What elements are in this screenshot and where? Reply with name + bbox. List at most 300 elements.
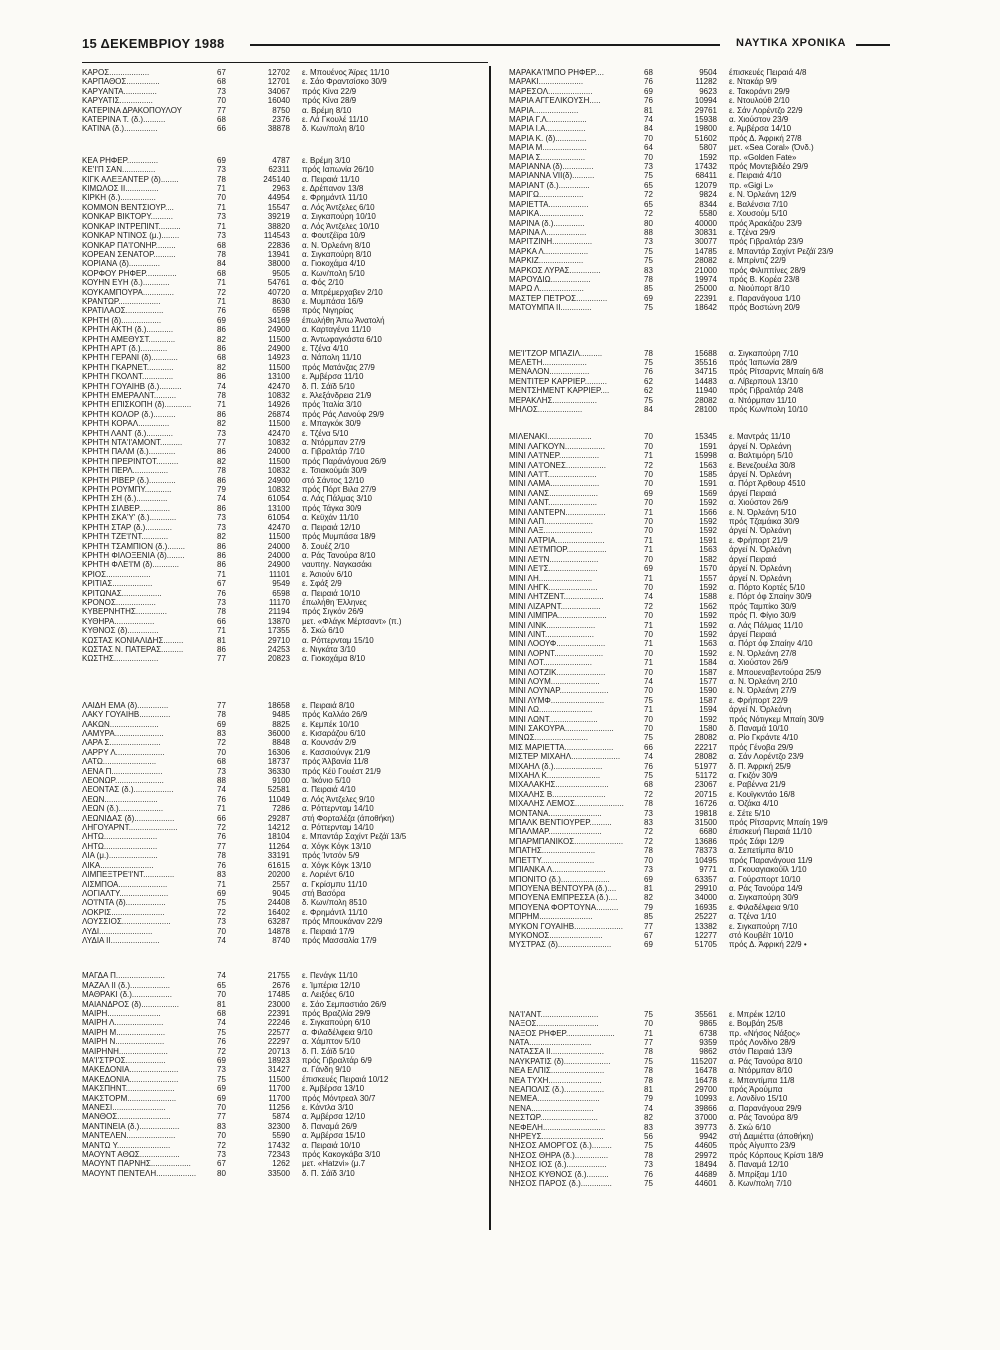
position-note: ε. Φρημάντλ 11/10 <box>302 907 368 917</box>
build-year: 71 <box>217 879 226 889</box>
tonnage: 25227 <box>694 912 717 922</box>
ship-name: ΛΕΝΑ Π....................... <box>82 766 163 776</box>
position-note: ε. Άμβέρσα 13/10 <box>302 1084 365 1094</box>
tonnage: 16935 <box>694 902 717 912</box>
build-year: 85 <box>644 912 653 922</box>
tonnage: 2376 <box>272 115 290 125</box>
build-year: 68 <box>217 353 226 363</box>
position-note: πρός Βοστώνη 20/9 <box>729 303 800 313</box>
build-year: 71 <box>217 804 226 814</box>
build-year: 83 <box>644 265 653 275</box>
build-year: 73 <box>644 162 653 172</box>
ship-row <box>82 729 482 738</box>
position-note: α. Άμβέρσα 12/10 <box>302 1112 366 1122</box>
tonnage: 22391 <box>267 1008 290 1018</box>
ship-list-block <box>82 68 482 134</box>
ship-name: ΜΑΡΟΥΔΙΩ.................. <box>509 274 591 284</box>
build-year: 68 <box>217 1008 226 1018</box>
ship-row <box>509 200 909 209</box>
position-note: στό Σάντος 12/10 <box>302 475 364 485</box>
ship-row <box>509 284 909 293</box>
ship-name: ΜΙΝΙ ΛΑΜΑ...................... <box>509 479 600 489</box>
position-note: α. Γκουαγιακούϊλ 1/10 <box>729 865 807 875</box>
ship-name: ΜΙΝΙ ΛΕ'Ι'ΜΠΟΡ.................. <box>509 545 607 555</box>
ship-name: ΜΙΝΙ ΛΑΤΡΙΑ...................... <box>509 535 605 545</box>
ship-row <box>82 1075 482 1084</box>
build-year: 70 <box>644 686 653 696</box>
ship-row <box>509 96 909 105</box>
build-year: 80 <box>217 1168 226 1178</box>
ship-name: ΜΙΝΙ ΛΙΖΑΡΝΤ.................. <box>509 601 601 611</box>
position-note: πρός Μόντρεαλ 30/7 <box>302 1093 376 1103</box>
tonnage: 39773 <box>694 1122 717 1132</box>
ship-row <box>509 432 909 441</box>
ship-row <box>509 696 909 705</box>
tonnage: 15547 <box>267 202 290 212</box>
position-note: α. Πόρτ Άρθουρ 4510 <box>729 479 806 489</box>
build-year: 86 <box>217 503 226 513</box>
tonnage: 11500 <box>268 456 290 466</box>
ship-name: ΜΙΧΑΛΑΚΗΣ........................ <box>509 780 609 790</box>
ship-row <box>82 757 482 766</box>
tonnage: 7286 <box>272 804 290 814</box>
ship-row <box>82 297 482 306</box>
ship-row <box>509 940 909 949</box>
build-year: 71 <box>644 507 653 517</box>
build-year: 67 <box>217 579 226 589</box>
tonnage: 11101 <box>268 569 290 579</box>
position-note: α. Πόρτ όφ Σπαίην 4/10 <box>729 639 813 649</box>
tonnage: 18494 <box>694 1160 717 1170</box>
build-year: 74 <box>644 752 653 762</box>
tonnage: 35516 <box>694 357 717 367</box>
tonnage: 16040 <box>267 96 290 106</box>
build-year: 88 <box>217 776 226 786</box>
build-year: 84 <box>644 124 653 134</box>
ship-name: ΛΑΚΥ ΓΟΥΑΙΗΒ.............. <box>82 710 171 720</box>
tonnage: 44689 <box>694 1169 717 1179</box>
position-note: πρός Καλλάο 26/9 <box>302 710 368 720</box>
tonnage: 31500 <box>694 818 717 828</box>
ship-name: ΜΙΝΙ ΛΙΜΠΡΑ...................... <box>509 611 607 621</box>
page-header <box>82 36 890 56</box>
ship-name: ΜΑΙΡΗ Μ...................... <box>82 1027 166 1037</box>
ship-row <box>82 804 482 813</box>
ship-name: ΜΑΡΙΤΖΙΝΗ.................. <box>509 237 593 247</box>
ship-row <box>82 382 482 391</box>
position-note: α. Φός 2/10 <box>302 278 344 288</box>
ship-row <box>82 175 482 184</box>
build-year: 82 <box>644 1113 653 1123</box>
build-year: 88 <box>644 227 653 237</box>
ship-row <box>82 551 482 560</box>
tonnage: 17355 <box>267 626 290 636</box>
ship-list-block <box>509 1010 909 1189</box>
tonnage: 9485 <box>272 710 290 720</box>
build-year: 75 <box>644 1179 653 1189</box>
ship-row <box>509 762 909 771</box>
tonnage: 10832 <box>267 485 290 495</box>
position-note: ε. Βαλένσια 7/10 <box>729 199 788 209</box>
ship-row <box>82 579 482 588</box>
ship-name: ΚΡΗΤΗ ΡΙΒΕΡ (δ.)............ <box>82 475 176 485</box>
position-note: ε. Κουϊγκντάο 16/8 <box>729 789 795 799</box>
ship-row <box>509 903 909 912</box>
build-year: 85 <box>644 284 653 294</box>
ship-name: ΚΡΑΤΙΛΑΟΣ................. <box>82 306 164 316</box>
tonnage: 115207 <box>690 1056 717 1066</box>
ship-row <box>82 1000 482 1009</box>
build-year: 79 <box>644 902 653 912</box>
position-note: ε. Βενεζουέλα 30/8 <box>729 460 796 470</box>
build-year: 74 <box>217 785 226 795</box>
ship-row <box>509 1160 909 1169</box>
tonnage: 44605 <box>694 1141 717 1151</box>
ship-row <box>509 367 909 376</box>
ship-row <box>509 106 909 115</box>
ship-row <box>82 68 482 77</box>
ship-name: ΜΗΛΟΣ.................... <box>509 405 583 414</box>
tonnage: 10994 <box>694 96 717 106</box>
ship-row <box>509 780 909 789</box>
ship-name: ΛΙΣΜΠΟΑ...................... <box>82 879 168 889</box>
tonnage: 5807 <box>699 143 717 153</box>
tonnage: 51602 <box>694 133 717 143</box>
ship-row <box>82 870 482 879</box>
position-note: α. Πειραιά 10/10 <box>302 588 361 598</box>
ship-row <box>82 570 482 579</box>
position-note: πρός Γιβραλτάρ 23/9 <box>729 237 804 247</box>
tonnage: 245140 <box>263 174 290 184</box>
ship-name: ΛΥΔΙ........................ <box>82 926 153 936</box>
ship-name: ΜΙΝΙ ΛΑΠ...................... <box>509 517 594 527</box>
build-year: 78 <box>644 846 653 856</box>
ship-row <box>509 237 909 246</box>
ship-row <box>509 639 909 648</box>
ship-name: ΜΙΝΙ ΛΕ'Ι'Σ...................... <box>509 564 598 574</box>
header-rule-right <box>856 44 890 46</box>
build-year: 83 <box>217 729 226 738</box>
position-note: ε. Σάο Σεμπαστιάο 26/9 <box>302 999 387 1009</box>
ship-row <box>509 1019 909 1028</box>
build-year: 71 <box>217 296 226 306</box>
build-year: 78 <box>217 466 226 476</box>
tonnage: 9942 <box>699 1132 717 1142</box>
ship-name: ΜΑ'Ι'ΣΤΡΟΣ.................. <box>82 1056 166 1065</box>
build-year: 73 <box>217 766 226 776</box>
ship-name: ΜΑΡΙΑ Μ.................... <box>509 143 587 153</box>
tonnage: 28082 <box>694 256 717 266</box>
build-year: 70 <box>644 441 653 451</box>
build-year: 78 <box>644 1150 653 1160</box>
tonnage: 1592 <box>699 648 717 658</box>
ship-row <box>509 658 909 667</box>
build-year: 68 <box>217 757 226 767</box>
ship-name: ΛΑΡΑ Σ....................... <box>82 738 161 748</box>
tonnage: 15938 <box>694 115 717 125</box>
build-year: 76 <box>644 367 653 377</box>
ship-row <box>82 1150 482 1159</box>
position-note: ε. Ν. Όρλεάνη 27/8 <box>729 648 797 658</box>
tonnage: 22836 <box>267 240 290 250</box>
position-note: ε. Κισαράζου 6/10 <box>302 729 366 738</box>
tonnage: 10495 <box>694 855 717 865</box>
position-note: α. Ράς Τανούρα 8/10 <box>302 550 376 560</box>
tonnage: 114543 <box>263 231 290 241</box>
ship-row <box>509 275 909 284</box>
ship-name: ΜΑΡΙΑ Κ. (δ).............. <box>509 133 587 143</box>
ship-name: ΜΠΑΛΜΑΡ........................ <box>509 827 602 837</box>
build-year: 70 <box>644 1019 653 1029</box>
ship-name: ΚΡΗΤΗ ΡΟΥΜΠΥ............ <box>82 485 172 495</box>
position-note: ε. Τσιακούμάι 30/9 <box>302 466 367 476</box>
position-note: α. Ρόττερνταμ 14/10 <box>302 804 374 814</box>
ship-name: ΜΑΡΚΟΣ ΛΥΡΑΣ.............. <box>509 265 601 275</box>
position-note: α. Ν. Όρλεάνη 8/10 <box>302 240 371 250</box>
build-year: 74 <box>644 676 653 686</box>
ship-row <box>82 990 482 999</box>
tonnage: 36000 <box>267 729 290 738</box>
build-year: 73 <box>217 513 226 523</box>
build-year: 74 <box>644 1103 653 1113</box>
tonnage: 1592 <box>699 582 717 592</box>
ship-row <box>82 898 482 907</box>
tonnage: 33191 <box>267 851 290 861</box>
ship-name: ΜΑΡΕΣΟΛ.................... <box>509 86 593 96</box>
position-note: πρός Άρακάζου 23/9 <box>729 218 802 228</box>
ship-name: ΚΟΝΚΑΡ ΠΑ'Ι'ΟΝΗΡ......... <box>82 240 176 250</box>
ship-row <box>82 106 482 115</box>
ship-row <box>509 124 909 133</box>
build-year: 75 <box>217 1027 226 1037</box>
position-note: α. Τζένα 1/10 <box>729 912 777 922</box>
ship-row <box>509 649 909 658</box>
position-note: ε. Πειραιά 17/9 <box>302 926 355 936</box>
tonnage: 68411 <box>695 171 717 181</box>
tonnage: 25000 <box>694 284 717 294</box>
ship-row <box>82 335 482 344</box>
tonnage: 18923 <box>267 1056 290 1065</box>
ship-name: ΚΡΗΤΗ ΓΚΟΛΝΤ.............. <box>82 372 174 382</box>
ship-name: ΜΥΚΟΝΟΣ........................ <box>509 930 603 940</box>
tonnage: 1563 <box>699 545 717 555</box>
build-year: 70 <box>644 498 653 508</box>
position-note: α. Ράς Τανούρα 8/10 <box>729 1056 803 1066</box>
tonnage: 11940 <box>695 386 717 396</box>
ship-name: ΜΠΙΑΝΚΑ Λ........................ <box>509 865 606 875</box>
tonnage: 1592 <box>699 629 717 639</box>
tonnage: 13870 <box>267 616 290 626</box>
build-year: 69 <box>217 1056 226 1065</box>
ship-row <box>509 1010 909 1019</box>
ship-name: ΜΑΣΤΕΡ ΠΕΤΡΟΣ.............. <box>509 293 608 303</box>
ship-row <box>509 479 909 488</box>
tonnage: 21000 <box>694 265 717 275</box>
build-year: 77 <box>644 921 653 931</box>
block-spacer <box>82 664 482 701</box>
ship-name: ΜΑΡΙΚΑ.................... <box>509 209 584 219</box>
build-year: 81 <box>217 999 226 1009</box>
tonnage: 10832 <box>267 438 290 448</box>
ship-row <box>509 743 909 752</box>
build-year: 71 <box>644 451 653 461</box>
ship-name: ΛΟ'Ι'ΝΤΑ (δ).................. <box>82 898 166 908</box>
ship-name: ΜΕΝΤΙΤΕΡ ΚΑΡΡΙΕΡ.......... <box>509 376 607 386</box>
tonnage: 20823 <box>267 654 290 664</box>
build-year: 75 <box>644 171 653 181</box>
tonnage: 61054 <box>267 494 290 504</box>
build-year: 75 <box>644 1009 653 1019</box>
ship-name: ΜΙΝΙ ΛΗ........................ <box>509 573 593 583</box>
build-year: 71 <box>217 202 226 212</box>
build-year: 67 <box>644 930 653 940</box>
ship-row <box>82 981 482 990</box>
ship-row <box>509 1057 909 1066</box>
tonnage: 19800 <box>694 124 717 134</box>
ship-row <box>509 752 909 761</box>
ship-name: ΜΕΛΕΤΗ.................... <box>509 357 587 367</box>
tonnage: 24000 <box>267 541 290 551</box>
build-year: 72 <box>217 1046 226 1056</box>
tonnage: 39866 <box>694 1103 717 1113</box>
ship-name: ΜΑΙΡΗ........................ <box>82 1008 161 1018</box>
ship-name: ΚΡΗΤΗ ΤΖΕ'Ι'ΝΤ............ <box>82 532 169 542</box>
ship-name: ΜΙΝΙ ΛΟΟΥΦ...................... <box>509 639 606 649</box>
ship-name: ΛΗΤΩ........................ <box>82 841 158 851</box>
position-note: πρός Λονδίνο 28/9 <box>729 1037 796 1047</box>
position-note: ε. Σάν Λορέντζο 22/9 <box>729 105 803 115</box>
position-note: ε. Χουσούμ 5/10 <box>729 209 788 219</box>
ship-name: ΜΥΚΟΝ ΓΟΥΑΙΗΒ...................... <box>509 921 623 931</box>
ship-name: ΝΗΣΟΣ ΚΥΘΝΟΣ (δ.).......... <box>509 1169 609 1179</box>
tonnage: 34169 <box>267 315 290 325</box>
position-note: πρός Πόρτ Βιλα 27/9 <box>302 485 377 495</box>
position-note: ε. Πειραιά 8/10 <box>302 700 355 710</box>
ship-row <box>509 912 909 921</box>
tonnage: 36330 <box>267 766 290 776</box>
ship-row <box>82 636 482 645</box>
tonnage: 61054 <box>267 513 290 523</box>
build-year: 71 <box>644 545 653 555</box>
tonnage: 5590 <box>272 1131 290 1141</box>
tonnage: 1590 <box>699 686 717 696</box>
position-note: πρός Ίαπωνία 28/9 <box>729 357 798 367</box>
build-year: 70 <box>644 517 653 527</box>
position-note: α. Χάμπτον 5/10 <box>302 1037 361 1047</box>
build-year: 84 <box>217 259 226 269</box>
build-year: 79 <box>644 1094 653 1104</box>
ship-row <box>509 171 909 180</box>
ship-row <box>509 115 909 124</box>
ship-row <box>509 602 909 611</box>
ship-row <box>509 630 909 639</box>
ship-name: ΜΙΝΙ ΛΩ........................ <box>509 705 593 715</box>
tonnage: 1577 <box>699 676 717 686</box>
ship-name: ΜΙΛΕΝΑΚΙ.................... <box>509 432 592 442</box>
build-year: 70 <box>217 747 226 757</box>
tonnage: 29710 <box>267 635 290 645</box>
tonnage: 11500 <box>268 1074 290 1084</box>
tonnage: 20200 <box>267 870 290 880</box>
build-year: 75 <box>644 256 653 266</box>
position-note: ε. Μπουένος Άϊρες 11/10 <box>302 68 390 77</box>
ship-name: ΚΡΟΝΟΣ.................. <box>82 597 156 607</box>
ship-name: ΝΕΜΕΑ............................ <box>509 1094 600 1104</box>
build-year: 70 <box>217 1131 226 1141</box>
ship-row <box>82 1065 482 1074</box>
tonnage: 13382 <box>694 921 717 931</box>
ship-row <box>82 241 482 250</box>
ship-name: ΝΗΣΟΣ ΑΜΟΡΓΟΣ (δ.)......... <box>509 1141 612 1151</box>
position-note: πρός Τάγκα 30/9 <box>302 503 362 513</box>
ship-row <box>82 447 482 456</box>
ship-name: ΚΡΗΤΗ ΕΠΙΣΚΟΠΗ (δ)............ <box>82 400 192 410</box>
ship-name: ΝΗΣΟΣ ΠΑΡΟΣ (δ.).............. <box>509 1179 612 1189</box>
build-year: 73 <box>644 237 653 247</box>
tonnage: 1592 <box>699 620 717 630</box>
ship-row <box>82 476 482 485</box>
ship-row <box>509 931 909 940</box>
position-note: πρός Νιγηρίας <box>302 306 354 316</box>
ship-name: ΜΑΡΙΑ Γ.Λ.................. <box>509 115 587 125</box>
ship-row <box>509 470 909 479</box>
ship-name: ΜΙΝΙ ΛΟΥΜ...................... <box>509 676 600 686</box>
ship-row <box>509 1104 909 1113</box>
block-spacer <box>509 313 909 349</box>
ship-row <box>509 209 909 218</box>
build-year: 66 <box>644 742 653 752</box>
position-note: πρός Μπουκάναν 22/9 <box>302 917 383 927</box>
ship-row <box>82 325 482 334</box>
position-note: α. Παρανάγουα 29/9 <box>729 1103 802 1113</box>
tonnage: 14483 <box>694 376 717 386</box>
build-year: 76 <box>217 306 226 316</box>
ship-name: ΜΠΑΛΚ ΒΕΝΤΙΟΥΡΕΡ.......... <box>509 818 612 828</box>
build-year: 73 <box>644 808 653 818</box>
ship-name: ΜΑΡΩ Λ.................... <box>509 284 584 294</box>
position-note: πρός Μοντεβιδέο 29/9 <box>729 162 809 172</box>
ship-row <box>509 574 909 583</box>
tonnage: 18642 <box>694 303 717 313</box>
position-note: πρός Τζαμάικα 30/9 <box>729 517 800 527</box>
position-note: δ. Κων/πολη 8/10 <box>302 124 365 134</box>
ship-name: ΜΙΧΑΗΛ Κ........................ <box>509 771 601 781</box>
position-note: α. Γάνδη 9/10 <box>302 1065 351 1075</box>
ship-row <box>82 77 482 86</box>
tonnage: 34715 <box>694 367 717 377</box>
build-year: 70 <box>644 470 653 480</box>
ship-row <box>509 489 909 498</box>
position-note: ε. Λά Γκουλέ 11/10 <box>302 115 369 125</box>
build-year: 70 <box>644 667 653 677</box>
ship-name: ΚΡΗΤΗ ΛΑΝΤ (δ.)............ <box>82 428 173 438</box>
build-year: 67 <box>217 1159 226 1169</box>
position-note: πρός Κίνα 28/9 <box>302 96 357 106</box>
ship-name: ΜΑΝΤΩ Υ........................ <box>82 1140 171 1150</box>
build-year: 86 <box>217 644 226 654</box>
ship-row <box>82 1169 482 1178</box>
build-year: 74 <box>217 971 226 981</box>
ship-name: ΚΡΗΤΗ ΣΤΑΡ (δ.)............ <box>82 522 172 532</box>
position-note: α. Λός Άντζελες 6/10 <box>302 202 375 212</box>
build-year: 82 <box>217 419 226 429</box>
position-note: ε. Σέτε 5/10 <box>729 808 771 818</box>
ship-name: ΝΕΝΑ............................ <box>509 1103 594 1113</box>
position-note: στόν Πειραιά 13/9 <box>729 1047 793 1057</box>
tonnage: 11500 <box>268 362 290 372</box>
ship-name: ΜΑΚΕΔΟΝΙΑ...................... <box>82 1074 179 1084</box>
position-note: α. Γιοκοχάμα 4/10 <box>302 259 366 269</box>
